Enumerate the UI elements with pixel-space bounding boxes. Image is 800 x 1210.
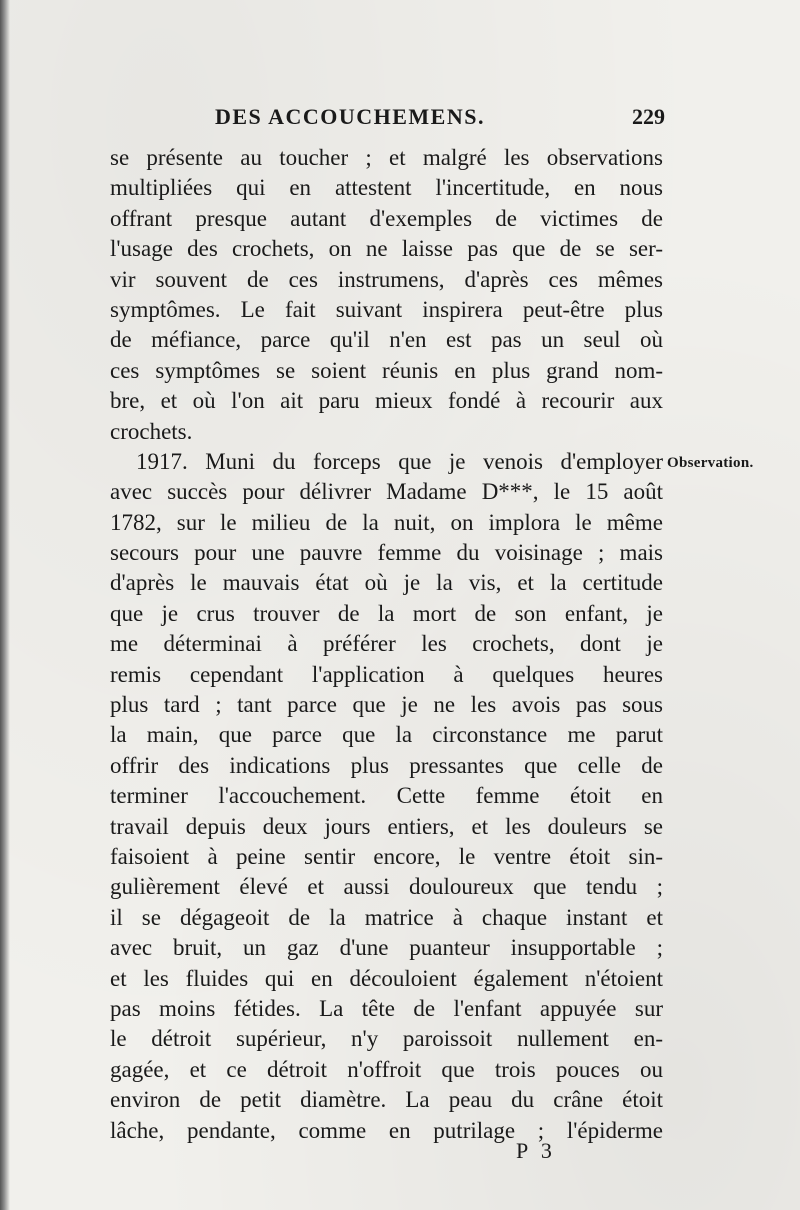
running-head: DES ACCOUCHEMENS. — [215, 104, 485, 129]
text-line: que je crus trouver de la mort de son enfant, je — [110, 600, 663, 626]
text-line: la main, que parce que la circonstance me parut — [110, 722, 663, 748]
text-line: bre, et où l'on ait paru mieux fondé à recourir aux — [110, 388, 663, 414]
text-line: lâche, pendante, comme en putrilage ; l'épiderme — [110, 1117, 663, 1143]
margin-note: Observation. — [667, 455, 754, 471]
text-line: gagée, et ce détroit n'offroit que trois pouces ou — [110, 1056, 663, 1082]
page-number: 229 — [632, 104, 665, 129]
text-line: offrir des indications plus pressantes que celle de — [110, 752, 663, 778]
text-line: l'usage des crochets, on ne laisse pas que de se ser- — [110, 236, 663, 262]
text-line: me déterminai à préférer les crochets, dont je — [110, 631, 663, 657]
page-header — [215, 104, 665, 140]
text-line: avec succès pour délivrer Madame D***, le 15 août — [110, 479, 663, 505]
text-line: crochets. — [110, 418, 193, 444]
text-line: et les fluides qui en découloient également n'étoient — [110, 965, 663, 991]
text-line: vir souvent de ces instrumens, d'après ces mêmes — [110, 266, 663, 292]
text-line: il se dégageoit de la matrice à chaque instant et — [110, 904, 663, 930]
text-line: travail depuis deux jours entiers, et les douleurs se — [110, 813, 663, 839]
text-line: le détroit supérieur, n'y paroissoit nullement en- — [110, 1026, 663, 1052]
text-line: d'après le mauvais état où je la vis, et la certitude — [110, 570, 663, 596]
text-line: terminer l'accouchement. Cette femme étoit en — [110, 783, 663, 809]
text-line: environ de petit diamètre. La peau du crâne étoit — [110, 1087, 663, 1113]
paragraph-start-line: 1917. Muni du forceps que je venois d'employer — [136, 448, 663, 474]
text-line: remis cependant l'application à quelques heures — [110, 661, 663, 687]
text-line: symptômes. Le fait suivant inspirera peut-être plus — [110, 296, 663, 322]
text-line: gulièrement élevé et aussi douloureux que tendu ; — [110, 874, 663, 900]
text-line: plus tard ; tant parce que je ne les avois pas sous — [110, 692, 663, 718]
text-line: se présente au toucher ; et malgré les observations — [110, 145, 663, 170]
text-line: faisoient à peine sentir encore, le ventre étoit sin- — [110, 843, 663, 869]
text-line: secours pour une pauvre femme du voisinage ; mais — [110, 540, 663, 566]
text-line: multipliées qui en attestent l'incertitude, en nous — [110, 175, 663, 201]
text-line: 1782, sur le milieu de la nuit, on implora le même — [110, 509, 663, 535]
page-gutter-shadow — [0, 0, 10, 1210]
text-line: pas moins fétides. La tête de l'enfant appuyée sur — [110, 995, 663, 1021]
text-line: de méfiance, parce qu'il n'en est pas un seul où — [110, 327, 663, 353]
text-line: avec bruit, un gaz d'une puanteur insupportable ; — [110, 935, 663, 961]
text-line: offrant presque autant d'exemples de victimes de — [110, 205, 663, 231]
body-text — [110, 143, 663, 1146]
signature-mark: P 3 — [516, 1138, 556, 1163]
text-line: ces symptômes se soient réunis en plus grand nom- — [110, 357, 663, 383]
